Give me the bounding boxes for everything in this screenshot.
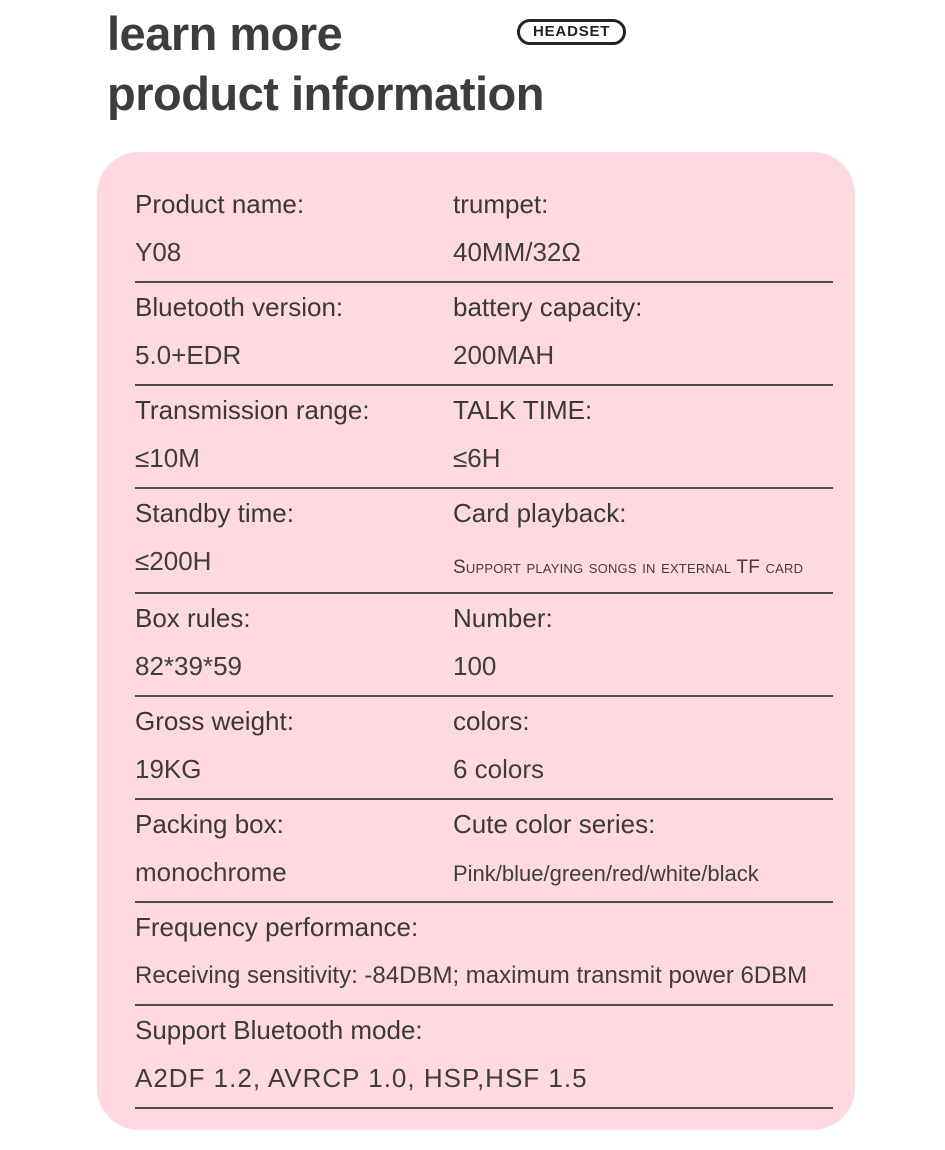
spec-value: A2DF 1.2, AVRCP 1.0, HSP,HSF 1.5 (135, 1063, 588, 1093)
spec-label: Support Bluetooth mode: (135, 1015, 423, 1045)
spec-label: Packing box: (135, 809, 284, 839)
spec-label: Gross weight: (135, 706, 294, 736)
spec-value: 100 (453, 651, 497, 681)
spec-label: Bluetooth version: (135, 292, 344, 322)
spec-label: Product name: (135, 189, 305, 219)
spec-row-bluetooth-version (135, 283, 833, 386)
spec-label: trumpet: (453, 189, 549, 219)
spec-row-box-rules (135, 594, 833, 697)
page-title-line2: product information (107, 67, 544, 120)
spec-row-bluetooth-mode (135, 1006, 833, 1109)
spec-value: monochrome (135, 857, 287, 887)
spec-label: Card playback: (453, 498, 627, 528)
spec-label: colors: (453, 706, 530, 736)
headset-badge: HEADSET (517, 19, 626, 45)
spec-row-gross-weight (135, 697, 833, 800)
spec-value: 82*39*59 (135, 651, 242, 681)
spec-value: 6 colors (453, 754, 545, 784)
spec-value: ≤200H (135, 546, 212, 576)
spec-label: Number: (453, 603, 553, 633)
spec-card (97, 152, 855, 1130)
spec-label: Standby time: (135, 498, 294, 528)
spec-row-product-name (135, 180, 833, 283)
spec-label: TALK TIME: (453, 395, 593, 425)
spec-value: Pink/blue/green/red/white/black (453, 861, 759, 886)
spec-label: Transmission range: (135, 395, 370, 425)
spec-value: Receiving sensitivity: -84DBM; maximum transmit power 6DBM (135, 962, 808, 989)
spec-value: Support playing songs in external TF card (453, 557, 804, 578)
spec-row-frequency-performance (135, 903, 833, 1006)
spec-value: 200MAH (453, 340, 555, 370)
spec-value: 40MM/32Ω (453, 237, 581, 267)
spec-value: 5.0+EDR (135, 340, 242, 370)
spec-label: battery capacity: (453, 292, 643, 322)
spec-label: Frequency performance: (135, 912, 419, 942)
spec-row-packing-box (135, 800, 833, 903)
spec-row-standby-time (135, 489, 833, 594)
spec-label: Cute color series: (453, 809, 656, 839)
page-title-line1: learn more (107, 7, 343, 60)
spec-row-transmission-range (135, 386, 833, 489)
page-header (0, 0, 945, 124)
spec-value: ≤10M (135, 443, 200, 473)
spec-value: 19KG (135, 754, 202, 784)
spec-value: ≤6H (453, 443, 501, 473)
spec-value: Y08 (135, 237, 182, 267)
spec-label: Box rules: (135, 603, 251, 633)
